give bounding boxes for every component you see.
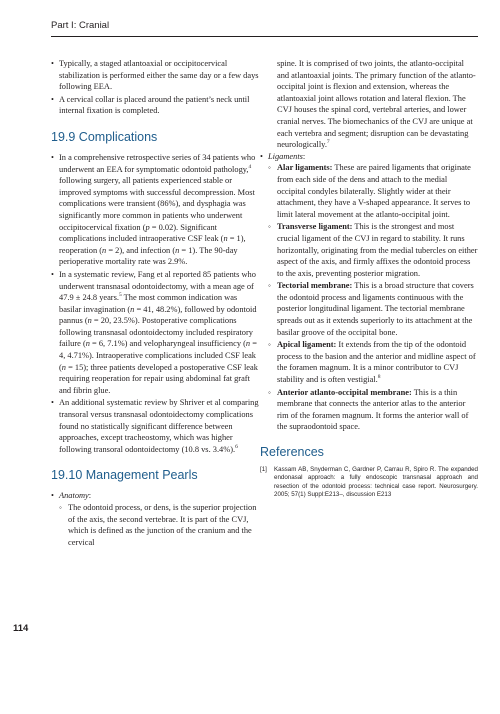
list-item: • Typically, a staged atlantoaxial or occipitocervical stabilization is performed either the same day or a few days following EEA. <box>51 58 259 93</box>
reference-entry <box>260 466 478 500</box>
list-item: • In a comprehensive retrospective series of 34 patients who underwent an EEA for symptomatic odontoid pathology,$^4$ following surgery, all patients experienced stable or improved symptoms with successful decompression. Most complications were transient (86%), and dysphagia was significantly more common in patients who underwent occipitocervical fixation (p = 0.02). Significant complications included intraoperative CSF leak (n = 1), reoperation (n = 2), and infection (n = 1). The 90-day perioperative mortality rate was 2.9%. <box>51 152 259 268</box>
list-item: ◦ Transverse ligament: This is the strongest and most crucial ligament of the CVJ in regard to stability. It runs horizontally, originating from the medial tubercles on either aspect of the axis, and firmly affixes the odontoid process to the axis, preventing posterior migration. <box>268 221 478 279</box>
complications-list <box>51 152 259 455</box>
right-column <box>260 58 478 500</box>
citation: 6 <box>235 444 238 451</box>
list-item: ◦ Anterior atlanto-occipital membrane: This is a thin membrane that connects the anterior atlas to the anterior rim of the foramen magnum. It forms the anterior wall of the supraodontoid space. <box>268 387 478 433</box>
header-rule <box>51 36 478 37</box>
list-item: • An additional systematic review by Shriver et al comparing transoral versus transnasal odontoidectomy complications found no statistically significant difference between approaches, except tracheostomy, which was higher following transoral odontoidectomy (10.8 vs. 3.4%).$^6$ <box>51 397 259 455</box>
list-item: • A cervical collar is placed around the patient’s neck until internal fixation is completed. <box>51 94 259 117</box>
running-head: Part I: Cranial <box>51 20 110 31</box>
management-pearls-heading: 19.10 Management Pearls <box>51 468 198 483</box>
list-item: ◦ Tectorial membrane: This is a broad structure that covers the odontoid process and ligaments continuous with the posterior longitudinal ligament. The tectorial membrane spreads out as it extends superiorly to its attachment at the basilar groove of the occipital bone. <box>268 280 478 338</box>
ligaments-sublist <box>268 162 478 433</box>
citation: 4 <box>248 163 252 170</box>
references-heading: References <box>260 445 324 459</box>
list-item: • Anatomy: ◦ The odontoid process, or dens, is the superior projection of the axis, the second vertebrae. It is part of the CVJ, which is defined as the junction of the cranium and the cervical <box>51 490 259 548</box>
list-item: ◦ Apical ligament: It extends from the tip of the odontoid process to the basion and the anterior and midline aspect of the foramen magnum. It is a minor contributor to CVJ stability and is often vestigial.$^8$ <box>268 339 478 385</box>
continuation-paragraph: spine. It is comprised of two joints, the atlanto-occipital and atlantoaxial joints. The primary function of the atlanto-occipital joint is flexion and extension, whereas the atlantoaxial joint allows rotation and lateral flexion. The CVJ houses the spinal cord, vertebral arteries, and lower cranial nerves. The biomechanics of the CVJ are unique at each vertebra and segment; disruption can be devastating neurologically.$^7$ <box>277 59 476 150</box>
page-number: 114 <box>13 623 29 634</box>
intro-bullet-list <box>51 58 259 117</box>
list-item: ◦ The odontoid process, or dens, is the superior projection of the axis, the second vertebrae. It is part of the CVJ, which is defined as the junction of the cranium and the cervical <box>59 502 259 548</box>
reference-text: Kassam AB, Snyderman C, Gardner P, Carrau R, Spiro R. The expanded endonasal approach: a fully endoscopic transnasal approach and resection of the odontoid process: technical case report. Neurosurgery. 2005; 57(1) Suppl:E213–, discussion E213 <box>274 466 478 499</box>
anatomy-sublist <box>59 502 259 548</box>
ligaments-list <box>260 151 478 433</box>
list-item: ◦ Alar ligaments: These are paired ligaments that originate from each side of the dens and attach to the medial occipital condyles bilaterally. Slightly wider at their attachment, they have a V-shaped appearance. It serves to limit lateral movement at the atlanto-occipital joint. <box>268 162 478 220</box>
citation: 5 <box>118 292 122 299</box>
reference-number: [1] <box>260 466 267 473</box>
citation: 7 <box>326 139 330 146</box>
complications-heading: 19.9 Complications <box>51 129 158 144</box>
left-column <box>51 58 259 549</box>
citation: 8 <box>377 374 381 381</box>
list-item: • Ligaments: ◦ Alar ligaments: These are paired ligaments that originate from each side of the dens and attach to the medial occipital condyles bilaterally. Slightly wider at their attachment, they have a V-shaped appearance. It serves to limit lateral movement at the atlanto-occipital joint. ◦ Transverse ligament: This is the strongest and most crucial ligament of the CVJ in regard to stability. It runs horizontally, originating from the medial tubercles on either aspect of the axis, and firmly affixes the odontoid process to the axis, preventing posterior migration. ◦ Tectorial membrane: This is a broad structure that covers the odontoid process and ligaments continuous with the posterior longitudinal ligament. The tectorial membrane spreads out as it extends superiorly to its attachment at the basilar groove of the occipital bone. ◦ Apical ligament: It extends from the tip of the odontoid process to the basion and the anterior and midline aspect of the foramen magnum. It is a minor contributor to CVJ stability and is often vestigial.$^8$ ◦ Anterior atlanto-occipital membrane: This is a thin membrane that connects the anterior atlas to the anterior rim of the foramen magnum. It forms the anterior wall of the supraodontoid space. <box>260 151 478 433</box>
list-item: • In a systematic review, Fang et al reported 85 patients who underwent transnasal odontoidectomy, with a mean age of 47.9 ± 24.8 years.$^5$ The most common indication was basilar invagination (n = 41, 48.2%), followed by odontoid pannus (n = 20, 23.5%). Postoperative complications following transnasal odontoidectomy included respiratory failure (n = 6, 7.1%) and velopharyngeal insufficiency (n = 4, 4.71%). Intraoperative complications included CSF leak (n = 15); three patients developed a postoperative CSF leak requiring reoperation for repair using abdominal fat graft and fibrin glue. <box>51 269 259 397</box>
pearls-list <box>51 490 259 548</box>
